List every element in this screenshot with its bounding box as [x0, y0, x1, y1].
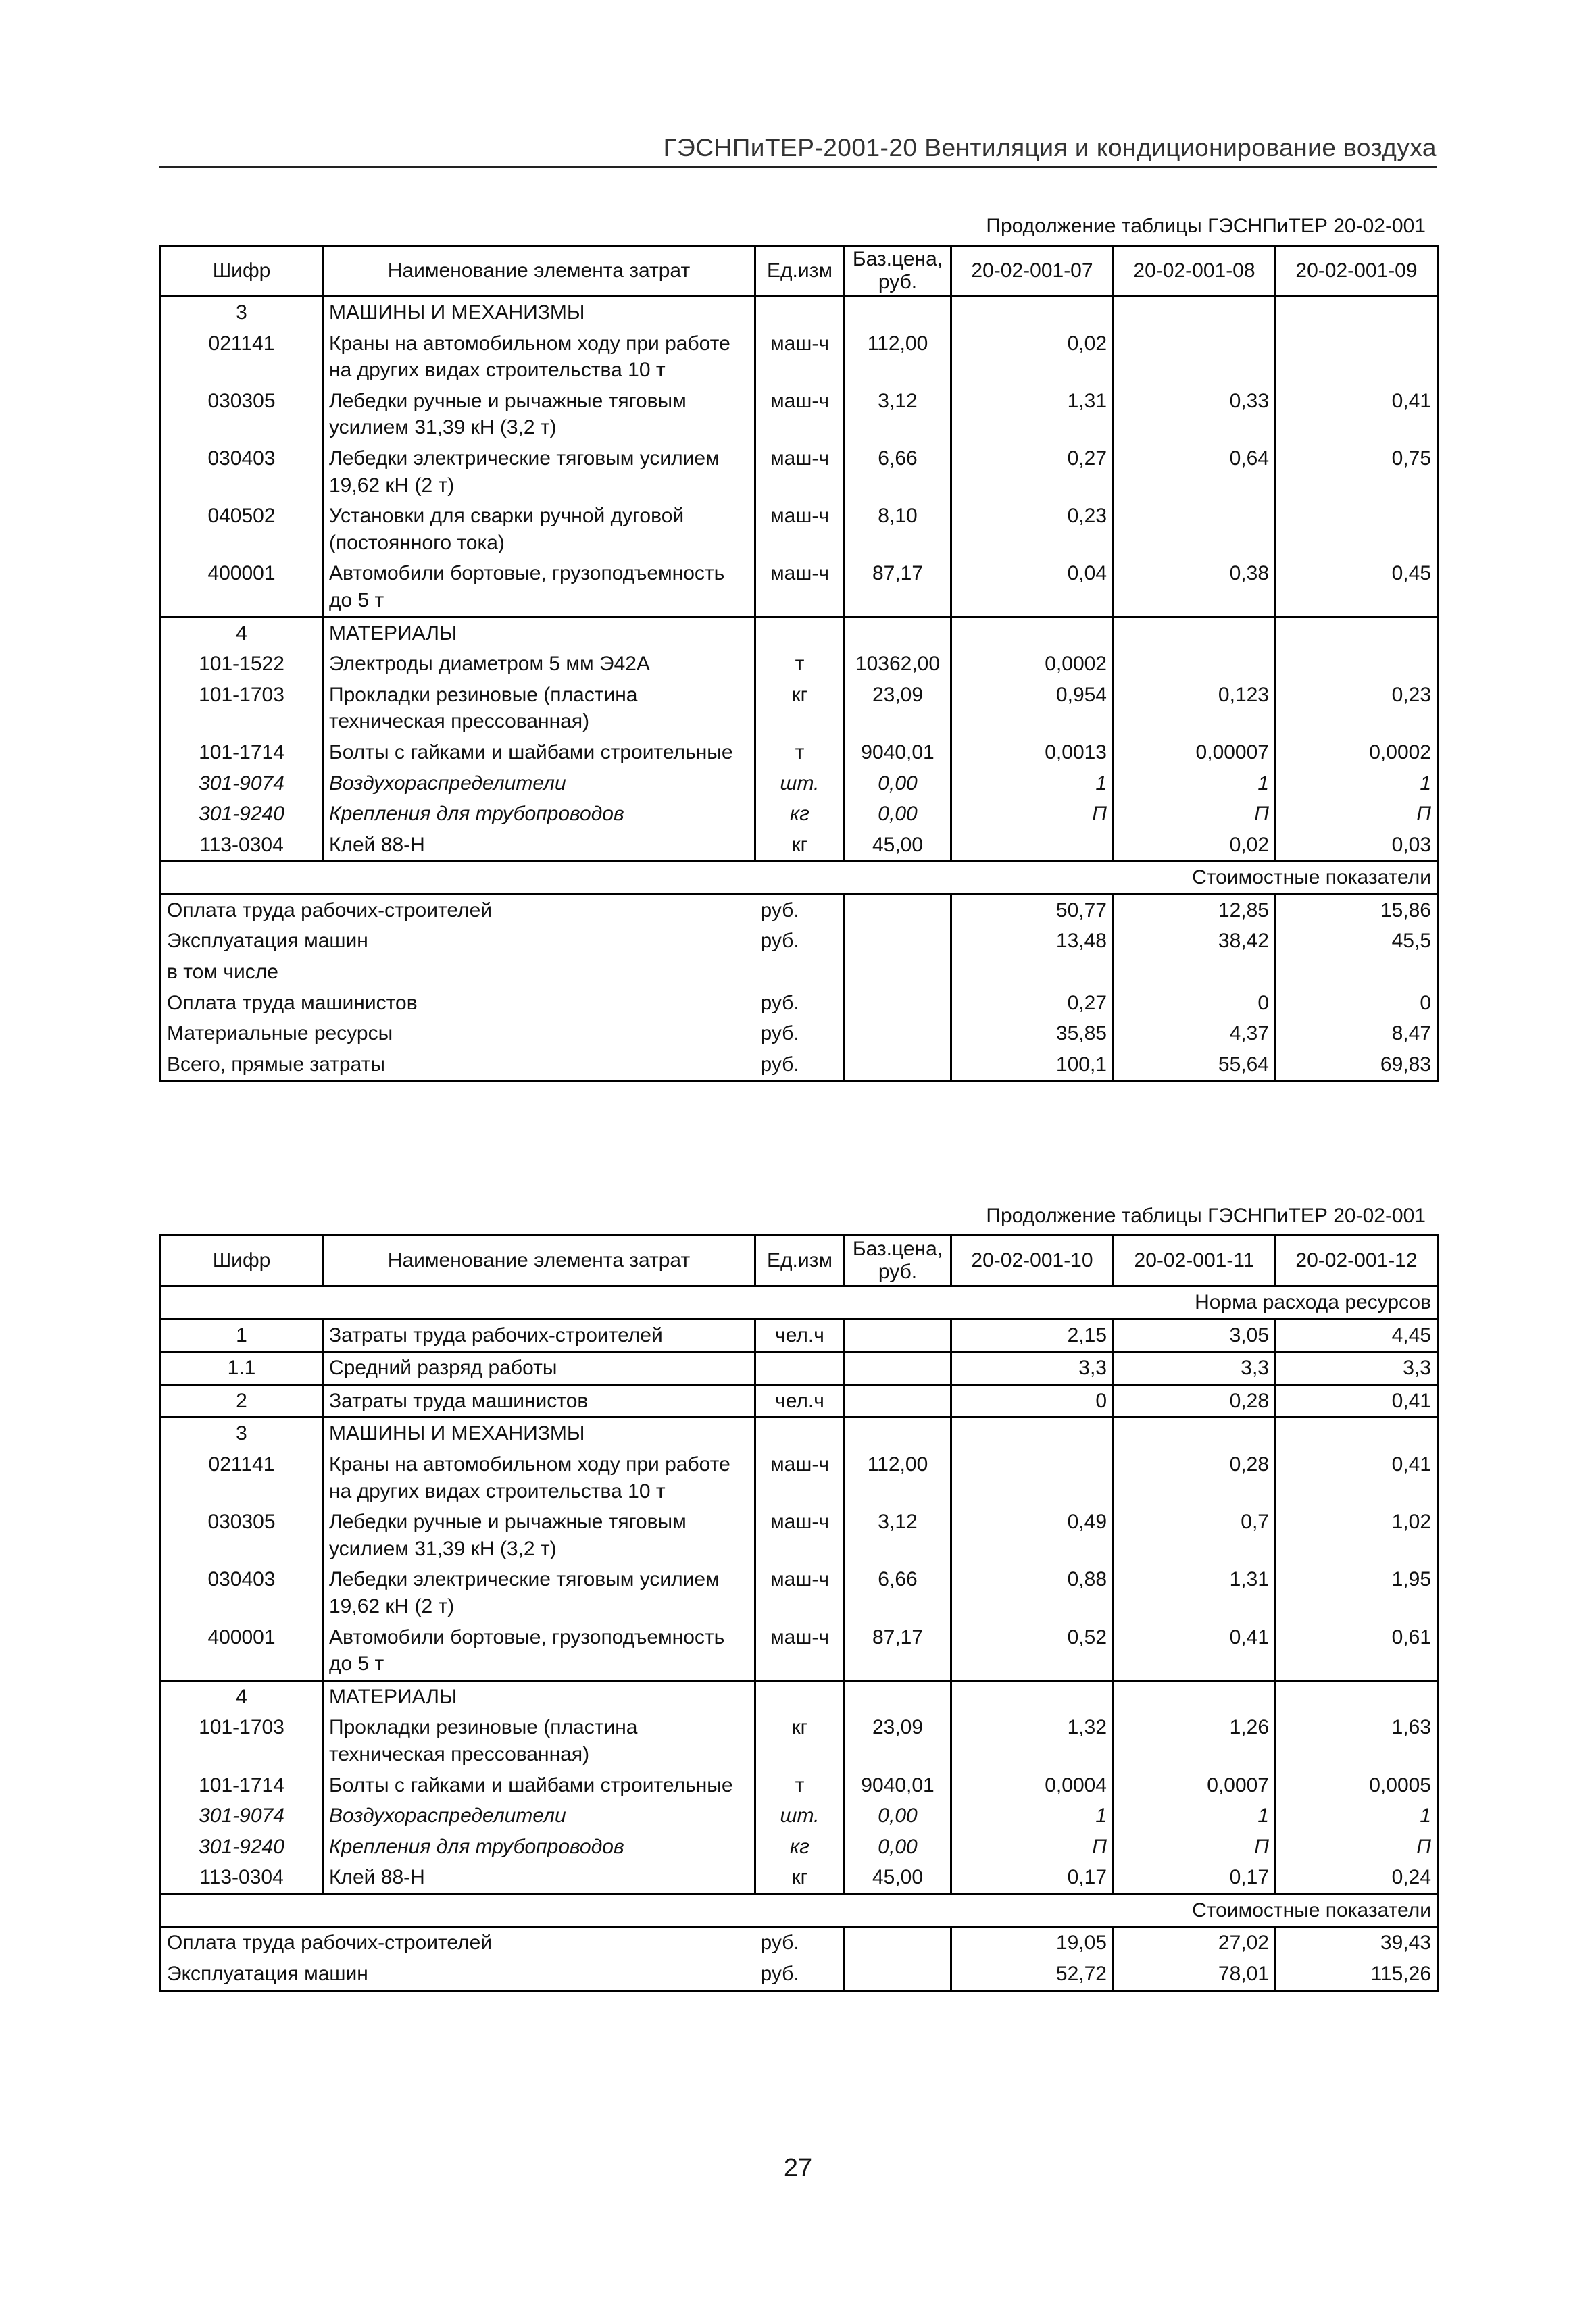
base-price: 3,12 [845, 386, 951, 443]
section-title: МАТЕРИАЛЫ [323, 1680, 755, 1712]
section-title: МАШИНЫ И МЕХАНИЗМЫ [323, 1417, 755, 1449]
section-title: МАТЕРИАЛЫ [323, 617, 755, 649]
resource-unit: кг [790, 803, 809, 826]
table-row [161, 443, 1438, 501]
resource-name: Болты с гайками и шайбами строительные [323, 737, 755, 768]
norm-value-3: П [1276, 799, 1438, 830]
norm-value-3: 0,41 [1276, 1449, 1438, 1507]
table1-body [161, 297, 1438, 1081]
cost-value-3: 15,86 [1276, 894, 1438, 926]
resource-unit: кг [791, 833, 808, 856]
norm-value-3: 0,24 [1276, 1862, 1438, 1894]
resource-name: Болты с гайками и шайбами строительные [323, 1770, 755, 1801]
resource-name: Лебедки электрические тяговым усилием 19,62 кН (2 т) [323, 1564, 755, 1621]
base-price: 23,09 [845, 680, 951, 737]
resource-name: Воздухораспределители [323, 768, 755, 799]
cost-indicators-bar [161, 1894, 1438, 1927]
base-price: 0,00 [845, 768, 951, 799]
col-code1-header: 20-02-001-10 [951, 1236, 1114, 1286]
norm-value-2: 3,05 [1114, 1319, 1276, 1352]
norm-value-2: 0,00007 [1114, 737, 1276, 768]
table-row [161, 830, 1438, 861]
col-price-header: Баз.цена, руб. [845, 1236, 951, 1286]
cost-unit: руб. [755, 894, 845, 926]
cost-value-2 [1114, 957, 1276, 988]
norm-value-3: 1 [1276, 1801, 1438, 1832]
base-price: 6,66 [845, 443, 951, 501]
col-code1-header: 20-02-001-07 [951, 246, 1114, 297]
header-rule [159, 166, 1437, 168]
cost-row [161, 988, 1438, 1019]
table-row [161, 1801, 1438, 1832]
col-code2-header: 20-02-001-08 [1114, 246, 1276, 297]
resource-name: Прокладки резиновые (пластина техническая прессованная) [323, 1712, 755, 1769]
cost-value-2: 78,01 [1114, 1959, 1276, 1990]
norm-value-2: 0,38 [1114, 558, 1276, 617]
resource-code: 101-1714 [199, 1774, 284, 1796]
cost-unit: руб. [755, 1018, 845, 1049]
norm-value-3 [1276, 649, 1438, 680]
norm-value-2: П [1114, 1832, 1276, 1863]
base-price: 9040,01 [845, 737, 951, 768]
resource-unit: шт. [780, 1805, 820, 1828]
norm-value-2: 0,41 [1114, 1622, 1276, 1681]
resource-table-2 [159, 1234, 1439, 1992]
norm-value-1: П [951, 799, 1114, 830]
table2-caption: Продолжение таблицы ГЭСНПиТЕР 20-02-001 [986, 1205, 1426, 1227]
table-row [161, 1770, 1438, 1801]
cost-value-1: 50,77 [951, 894, 1114, 926]
base-price: 0,00 [845, 1832, 951, 1863]
resource-code: 301-9240 [199, 1835, 284, 1858]
norm-value-3: 0,61 [1276, 1622, 1438, 1681]
col-name-header: Наименование элемента затрат [323, 246, 755, 297]
table-row [161, 1564, 1438, 1621]
cost-row [161, 957, 1438, 988]
cost-unit: руб. [755, 1927, 845, 1959]
resource-code: 113-0304 [199, 833, 284, 856]
norm-value-2: 1,26 [1114, 1712, 1276, 1769]
base-price: 112,00 [845, 1449, 951, 1507]
page-number: 27 [783, 2154, 813, 2182]
norm-value-1: 0,88 [951, 1564, 1114, 1621]
resource-code: 101-1703 [199, 683, 284, 706]
resource-code: 030403 [207, 447, 276, 470]
norm-value-2: П [1114, 799, 1276, 830]
resource-code: 021141 [208, 1453, 275, 1476]
norm-value-2: 0,64 [1114, 443, 1276, 501]
resource-code: 101-1522 [199, 653, 284, 676]
table-row [161, 1352, 1438, 1385]
section-number: 3 [161, 297, 323, 328]
resource-name: Средний разряд работы [323, 1352, 755, 1385]
table2-header-row [161, 1236, 1438, 1286]
cost-value-3: 69,83 [1276, 1049, 1438, 1081]
norm-value-2: 0,33 [1114, 386, 1276, 443]
table-row [161, 680, 1438, 737]
table-row [161, 1319, 1438, 1352]
resource-unit: т [795, 1774, 805, 1796]
norm-value-3: 0,41 [1276, 386, 1438, 443]
section-title: МАШИНЫ И МЕХАНИЗМЫ [323, 297, 755, 328]
cost-value-3: 8,47 [1276, 1018, 1438, 1049]
col-code-header: Шифр [161, 1236, 323, 1286]
cost-indicators-bar [161, 861, 1438, 895]
col-name-header: Наименование элемента затрат [323, 1236, 755, 1286]
resource-table-1 [159, 245, 1439, 1082]
cost-value-1: 13,48 [951, 926, 1114, 957]
norm-value-3: 0,0002 [1276, 737, 1438, 768]
section-number: 4 [161, 1680, 323, 1712]
norm-value-1: П [951, 1832, 1114, 1863]
col-code3-header: 20-02-001-09 [1276, 246, 1438, 297]
col-code-header: Шифр [161, 246, 323, 297]
resource-unit: шт. [780, 772, 820, 795]
resource-name: Автомобили бортовые, грузоподъемность до 5 т [323, 558, 755, 617]
table-row [161, 799, 1438, 830]
cost-value-1: 100,1 [951, 1049, 1114, 1081]
resource-name: Краны на автомобильном ходу при работе на других видах строительства 10 т [323, 328, 755, 386]
resource-unit: т [795, 740, 805, 763]
resource-name: Крепления для трубопроводов [323, 1832, 755, 1863]
resource-name: Крепления для трубопроводов [323, 799, 755, 830]
resource-code: 030403 [207, 1568, 276, 1591]
norm-value-2: 1,31 [1114, 1564, 1276, 1621]
resource-code: 400001 [207, 1626, 276, 1649]
norm-value-3: 0,75 [1276, 443, 1438, 501]
resource-name: Лебедки ручные и рычажные тяговым усилием 31,39 кН (3,2 т) [323, 1507, 755, 1564]
resource-unit: маш-ч [770, 447, 829, 470]
col-unit-header: Ед.изм [755, 246, 845, 297]
table1-caption: Продолжение таблицы ГЭСНПиТЕР 20-02-001 [986, 215, 1426, 237]
table-row [161, 1622, 1438, 1681]
table2-body [161, 1286, 1438, 1991]
col-price-header: Баз.цена, руб. [845, 246, 951, 297]
cost-value-3: 0 [1276, 988, 1438, 1019]
resource-name: Установки для сварки ручной дуговой (постоянного тока) [323, 501, 755, 558]
resource-unit [755, 1352, 845, 1385]
cost-value-3: 45,5 [1276, 926, 1438, 957]
resource-name: Краны на автомобильном ходу при работе на других видах строительства 10 т [323, 1449, 755, 1507]
base-price: 112,00 [845, 328, 951, 386]
cost-name: Эксплуатация машин [161, 1959, 755, 1990]
norm-value-2: 0,28 [1114, 1384, 1276, 1417]
resource-name: Лебедки ручные и рычажные тяговым усилием 31,39 кН (3,2 т) [323, 386, 755, 443]
section-row [161, 617, 1438, 649]
norm-value-1: 0,52 [951, 1622, 1114, 1681]
norm-value-1: 0,17 [951, 1862, 1114, 1894]
resource-code: 040502 [207, 505, 276, 528]
resource-norm-bar [161, 1286, 1438, 1319]
resource-name: Клей 88-Н [323, 830, 755, 861]
cost-row [161, 1049, 1438, 1081]
resource-code: 101-1714 [199, 740, 284, 763]
resource-unit: маш-ч [770, 562, 829, 585]
table-row [161, 1862, 1438, 1894]
norm-value-3 [1276, 501, 1438, 558]
norm-value-1: 0,0004 [951, 1770, 1114, 1801]
table-row [161, 386, 1438, 443]
cost-indicators-bar-label: Стоимостные показатели [161, 861, 1438, 895]
norm-value-1: 1,31 [951, 386, 1114, 443]
norm-value-3: 1,95 [1276, 1564, 1438, 1621]
base-price [845, 1352, 951, 1385]
base-price: 45,00 [845, 1862, 951, 1894]
norm-value-1: 1 [951, 768, 1114, 799]
norm-value-2: 0,7 [1114, 1507, 1276, 1564]
cost-value-3: 39,43 [1276, 1927, 1438, 1959]
cost-name: Оплата труда рабочих-строителей [167, 899, 493, 922]
base-price: 87,17 [845, 558, 951, 617]
resource-name: Прокладки резиновые (пластина техническая прессованная) [323, 680, 755, 737]
base-price: 0,00 [845, 799, 951, 830]
cost-name: Оплата труда рабочих-строителей [167, 1932, 493, 1955]
cost-unit [755, 957, 845, 988]
resource-unit: маш-ч [770, 505, 829, 528]
norm-value-2 [1114, 649, 1276, 680]
base-price: 6,66 [845, 1564, 951, 1621]
base-price: 87,17 [845, 1622, 951, 1681]
resource-code: 030305 [207, 1511, 276, 1534]
col-code3-header: 20-02-001-12 [1276, 1236, 1438, 1286]
cost-row [161, 926, 1438, 957]
resource-unit: т [795, 653, 805, 676]
norm-value-3: 1,02 [1276, 1507, 1438, 1564]
cost-value-1: 35,85 [951, 1018, 1114, 1049]
cost-value-1 [951, 957, 1114, 988]
cost-value-2: 0 [1114, 988, 1276, 1019]
resource-name: Клей 88-Н [323, 1862, 755, 1894]
cost-name: Оплата труда машинистов [167, 991, 418, 1014]
table-row [161, 1449, 1438, 1507]
resource-unit: маш-ч [770, 1568, 829, 1591]
base-price [845, 1319, 951, 1352]
cost-value-3 [1276, 957, 1438, 988]
base-price: 8,10 [845, 501, 951, 558]
norm-value-1: 1 [951, 1801, 1114, 1832]
resource-norm-bar-label: Норма расхода ресурсов [161, 1286, 1438, 1319]
resource-unit: маш-ч [770, 1453, 829, 1476]
col-code2-header: 20-02-001-11 [1114, 1236, 1276, 1286]
cost-name: Эксплуатация машин [167, 930, 368, 953]
norm-value-1: 0 [951, 1384, 1114, 1417]
cost-row [161, 894, 1438, 926]
cost-value-3: 115,26 [1276, 1959, 1438, 1990]
resource-name: Лебедки электрические тяговым усилием 19,62 кН (2 т) [323, 443, 755, 501]
norm-value-1: 1,32 [951, 1712, 1114, 1769]
cost-value-2: 12,85 [1114, 894, 1276, 926]
norm-value-2: 0,123 [1114, 680, 1276, 737]
resource-code: 1.1 [161, 1352, 323, 1385]
norm-value-1: 2,15 [951, 1319, 1114, 1352]
resource-unit: маш-ч [770, 1626, 829, 1649]
norm-value-3: 4,45 [1276, 1319, 1438, 1352]
cost-value-1: 0,27 [951, 988, 1114, 1019]
cost-name: в том числе [167, 961, 278, 984]
norm-value-3: 0,03 [1276, 830, 1438, 861]
norm-value-1 [951, 1449, 1114, 1507]
norm-value-3: 0,23 [1276, 680, 1438, 737]
base-price: 23,09 [845, 1712, 951, 1769]
table1-header-row [161, 246, 1438, 297]
cost-value-2: 38,42 [1114, 926, 1276, 957]
cost-value-1: 19,05 [951, 1927, 1114, 1959]
resource-code: 400001 [207, 562, 276, 585]
norm-value-1: 0,49 [951, 1507, 1114, 1564]
resource-code: 101-1703 [199, 1716, 284, 1739]
norm-value-3: 1 [1276, 768, 1438, 799]
norm-value-2: 0,02 [1114, 830, 1276, 861]
cost-value-2: 55,64 [1114, 1049, 1276, 1081]
table-row [161, 768, 1438, 799]
resource-code: 021141 [208, 332, 275, 355]
norm-value-1: 0,23 [951, 501, 1114, 558]
resource-code: 113-0304 [199, 1866, 284, 1889]
section-row [161, 1680, 1438, 1712]
cost-row [161, 1959, 1438, 1990]
section-number: 4 [161, 617, 323, 649]
norm-value-2 [1114, 501, 1276, 558]
col-unit-header: Ед.изм [755, 1236, 845, 1286]
section-number: 3 [161, 1417, 323, 1449]
resource-code: 2 [161, 1384, 323, 1417]
norm-value-1: 0,954 [951, 680, 1114, 737]
table-row [161, 737, 1438, 768]
norm-value-3: 3,3 [1276, 1352, 1438, 1385]
norm-value-1 [951, 830, 1114, 861]
cost-value-1: 52,72 [951, 1959, 1114, 1990]
cost-unit: руб. [755, 1959, 845, 1990]
norm-value-1: 0,04 [951, 558, 1114, 617]
cost-name: Всего, прямые затраты [161, 1049, 755, 1081]
table-row [161, 328, 1438, 386]
norm-value-3: 1,63 [1276, 1712, 1438, 1769]
norm-value-3: 0,0005 [1276, 1770, 1438, 1801]
table-row [161, 1507, 1438, 1564]
cost-unit: руб. [755, 926, 845, 957]
table-row [161, 501, 1438, 558]
base-price: 45,00 [845, 830, 951, 861]
resource-unit: маш-ч [770, 1511, 829, 1534]
resource-code: 301-9074 [199, 772, 284, 795]
norm-value-2: 0,0007 [1114, 1770, 1276, 1801]
norm-value-2 [1114, 328, 1276, 386]
norm-value-1: 0,27 [951, 443, 1114, 501]
resource-unit: кг [791, 1866, 808, 1889]
base-price [845, 1384, 951, 1417]
resource-unit: чел.ч [775, 1324, 824, 1347]
resource-unit: кг [791, 683, 808, 706]
section-row [161, 1417, 1438, 1449]
cost-value-2: 4,37 [1114, 1018, 1276, 1049]
norm-value-3: 0,41 [1276, 1384, 1438, 1417]
norm-value-1: 0,0002 [951, 649, 1114, 680]
cost-unit: руб. [755, 1049, 845, 1081]
norm-value-3: П [1276, 1832, 1438, 1863]
norm-value-2: 3,3 [1114, 1352, 1276, 1385]
resource-code: 301-9240 [199, 803, 284, 826]
resource-code: 301-9074 [199, 1805, 284, 1828]
resource-code: 1 [236, 1324, 247, 1347]
base-price: 0,00 [845, 1801, 951, 1832]
norm-value-2: 0,28 [1114, 1449, 1276, 1507]
cost-row [161, 1927, 1438, 1959]
cost-value-2: 27,02 [1114, 1927, 1276, 1959]
norm-value-2: 0,17 [1114, 1862, 1276, 1894]
table-row [161, 649, 1438, 680]
norm-value-1: 3,3 [951, 1352, 1114, 1385]
resource-unit: маш-ч [770, 332, 829, 355]
resource-name: Автомобили бортовые, грузоподъемность до 5 т [323, 1622, 755, 1681]
resource-unit: кг [790, 1835, 809, 1858]
resource-unit: маш-ч [770, 389, 829, 412]
resource-name: Затраты труда машинистов [323, 1384, 755, 1417]
norm-value-2: 1 [1114, 768, 1276, 799]
cost-row [161, 1018, 1438, 1049]
cost-unit: руб. [755, 988, 845, 1019]
norm-value-1: 0,0013 [951, 737, 1114, 768]
table-row [161, 1832, 1438, 1863]
table-row [161, 558, 1438, 617]
base-price: 3,12 [845, 1507, 951, 1564]
norm-value-3 [1276, 328, 1438, 386]
resource-code: 030305 [207, 389, 276, 412]
norm-value-3: 0,45 [1276, 558, 1438, 617]
resource-unit: чел.ч [755, 1384, 845, 1417]
resource-name: Воздухораспределители [323, 1801, 755, 1832]
page-header-title: ГЭСНПиТЕР-2001-20 Вентиляция и кондиционирование воздуха [663, 134, 1437, 161]
resource-name: Электроды диаметром 5 мм Э42А [323, 649, 755, 680]
resource-unit: кг [791, 1716, 808, 1739]
cost-name: Материальные ресурсы [167, 1022, 393, 1045]
norm-value-2: 1 [1114, 1801, 1276, 1832]
cost-indicators-bar-label: Стоимостные показатели [161, 1894, 1438, 1927]
norm-value-1: 0,02 [951, 328, 1114, 386]
base-price: 9040,01 [845, 1770, 951, 1801]
section-row [161, 297, 1438, 328]
base-price: 10362,00 [845, 649, 951, 680]
resource-name: Затраты труда рабочих-строителей [323, 1319, 755, 1352]
table-row [161, 1712, 1438, 1769]
table-row [161, 1384, 1438, 1417]
